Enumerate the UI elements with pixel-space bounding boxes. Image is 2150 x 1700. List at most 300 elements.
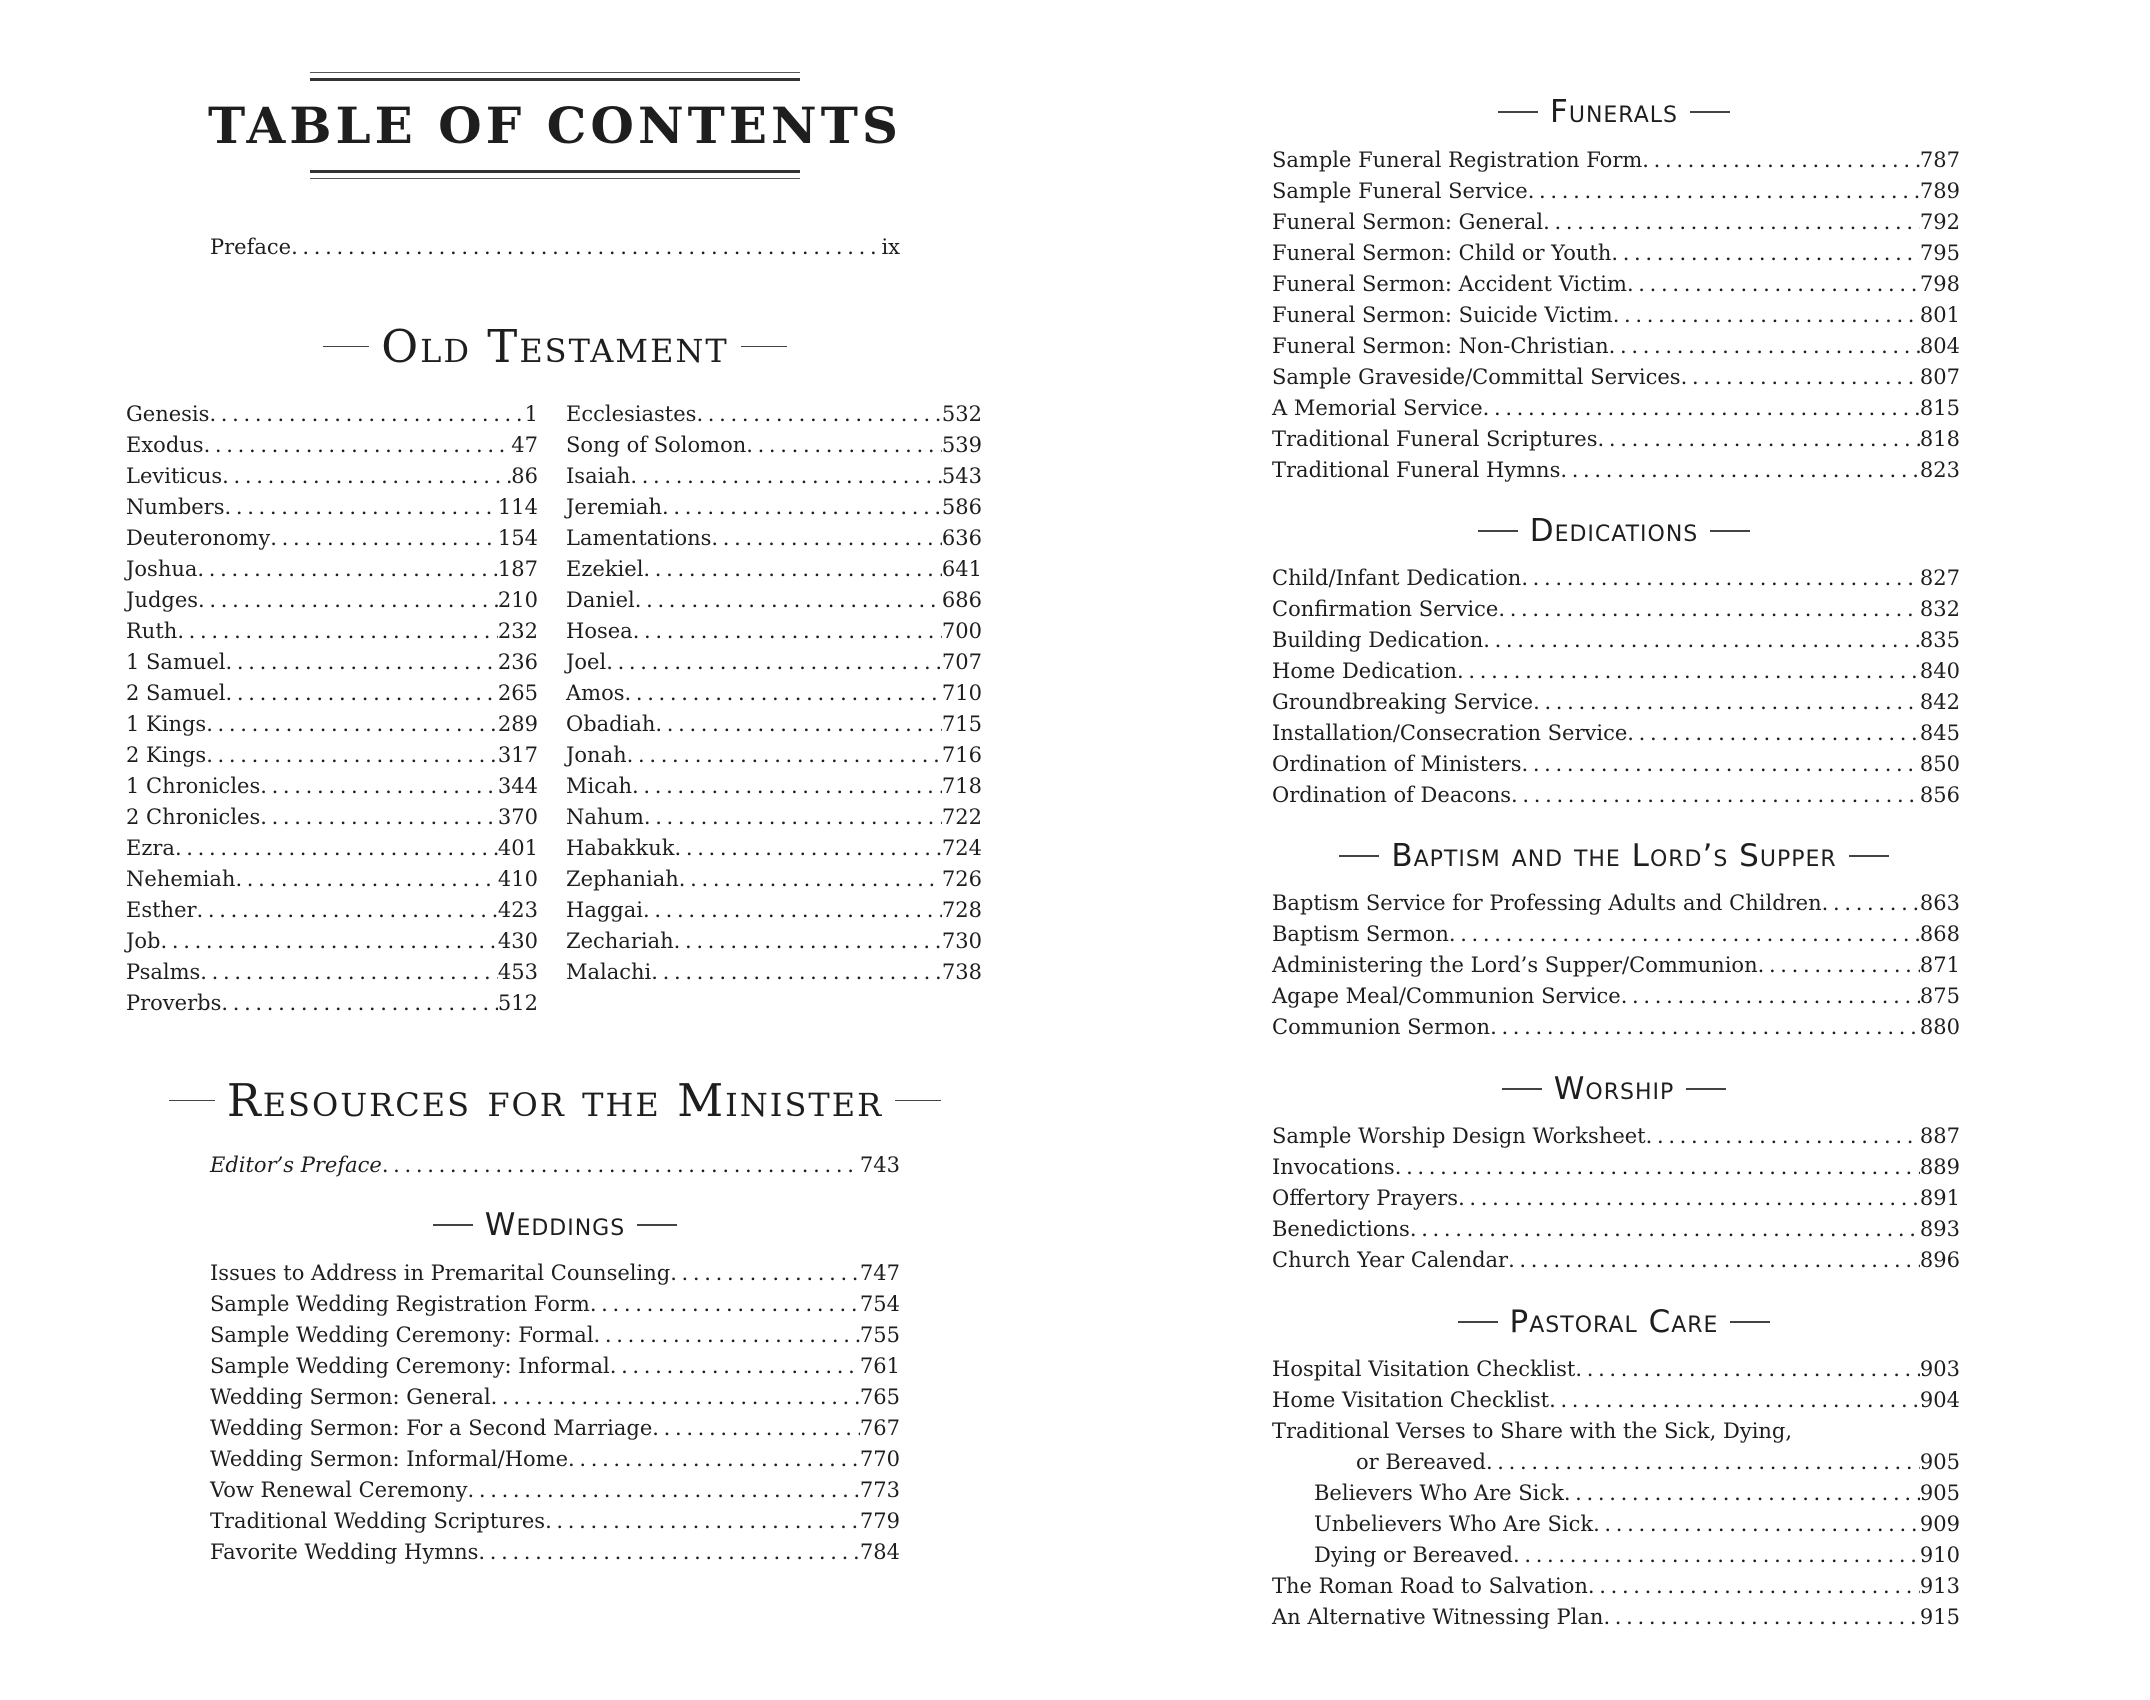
leader-dots — [1528, 176, 1920, 207]
toc-entry-title: 2 Chronicles — [126, 805, 261, 829]
toc-entry[interactable] — [566, 523, 982, 554]
toc-entry-page: 896 — [1919, 1248, 1960, 1272]
leader-dots — [1449, 919, 1920, 950]
old-testament-column-2 — [566, 399, 982, 988]
toc-entry-page: 754 — [859, 1292, 900, 1316]
toc-entry-page: 801 — [1919, 303, 1960, 327]
leader-dots — [1598, 424, 1920, 455]
toc-entry-title: Home Dedication — [1272, 659, 1458, 683]
toc-entry-title: Traditional Funeral Scriptures — [1272, 427, 1598, 451]
toc-entry[interactable] — [126, 523, 538, 554]
toc-entry[interactable] — [126, 647, 538, 678]
toc-entry-page: 913 — [1919, 1574, 1960, 1598]
toc-entry-page: 871 — [1919, 953, 1960, 977]
toc-entry[interactable] — [126, 895, 538, 926]
toc-entry[interactable] — [126, 492, 538, 523]
toc-entry-page: 716 — [941, 743, 982, 767]
editors-preface-list — [210, 1150, 900, 1181]
toc-entry-page: 789 — [1919, 179, 1960, 203]
toc-entry-page: 840 — [1919, 659, 1960, 683]
worship-list — [1272, 1121, 1960, 1276]
toc-entry-title: Agape Meal/Communion Service — [1272, 984, 1621, 1008]
toc-entry-title: Ezekiel — [566, 557, 644, 581]
toc-entry-page: 832 — [1919, 597, 1960, 621]
leader-dots — [630, 461, 942, 492]
toc-entry-title: Jeremiah — [566, 495, 662, 519]
toc-entry[interactable] — [126, 399, 538, 430]
toc-entry-page: 850 — [1919, 752, 1960, 776]
funerals-list — [1272, 145, 1960, 486]
leader-dots — [1822, 888, 1920, 919]
toc-entry[interactable] — [566, 833, 982, 864]
leader-dots — [670, 1258, 860, 1289]
toc-entry[interactable] — [126, 585, 538, 616]
toc-entry-title: Confirmation Service — [1272, 597, 1499, 621]
toc-entry-page: 512 — [497, 991, 538, 1015]
leader-dots — [627, 740, 942, 771]
leader-dots — [711, 523, 942, 554]
toc-entry-page: 835 — [1919, 628, 1960, 652]
toc-entry[interactable] — [1272, 563, 1960, 594]
toc-entry[interactable] — [1272, 1012, 1960, 1043]
toc-entry-title: Ruth — [126, 619, 178, 643]
leader-dots — [1483, 393, 1920, 424]
toc-entry[interactable] — [210, 1382, 900, 1413]
section-heading-funerals: Funerals — [1075, 94, 2150, 130]
toc-entry-page: 798 — [1919, 272, 1960, 296]
toc-entry-page: 905 — [1919, 1450, 1960, 1474]
leader-dots — [662, 492, 942, 523]
toc-entry[interactable] — [126, 802, 538, 833]
toc-entry[interactable] — [1272, 207, 1960, 238]
toc-entry-page: 710 — [941, 681, 982, 705]
toc-entry-title: Sample Wedding Ceremony: Formal — [210, 1323, 594, 1347]
toc-entry[interactable] — [1272, 981, 1960, 1012]
toc-entry-page: 815 — [1919, 396, 1960, 420]
toc-entry-title: Exodus — [126, 433, 204, 457]
toc-entry-page: 738 — [941, 960, 982, 984]
leader-dots — [644, 802, 942, 833]
toc-entry[interactable] — [210, 1289, 900, 1320]
toc-entry[interactable] — [1272, 1571, 1960, 1602]
toc-entry-title: Favorite Wedding Hymns — [210, 1540, 479, 1564]
toc-entry-title: Song of Solomon — [566, 433, 747, 457]
toc-entry[interactable] — [1272, 300, 1960, 331]
toc-entry-page: 317 — [497, 743, 538, 767]
toc-entry[interactable] — [1272, 656, 1960, 687]
leader-dots — [1486, 1447, 1920, 1478]
toc-entry-title: Funeral Sermon: Accident Victim — [1272, 272, 1627, 296]
toc-entry-title: Deuteronomy — [126, 526, 271, 550]
toc-entry[interactable] — [126, 554, 538, 585]
toc-entry[interactable] — [566, 802, 982, 833]
toc-entry[interactable] — [126, 740, 538, 771]
leader-dots — [1521, 563, 1920, 594]
leader-dots — [1575, 1354, 1920, 1385]
leader-dots — [1758, 950, 1920, 981]
leader-dots — [1646, 1121, 1920, 1152]
toc-entry-page: 747 — [859, 1261, 900, 1285]
toc-entry-title: Wedding Sermon: For a Second Marriage — [210, 1416, 653, 1440]
toc-entry[interactable] — [210, 1413, 900, 1444]
toc-entry-title: Sample Graveside/Committal Services — [1272, 365, 1681, 389]
toc-entry-page: 543 — [941, 464, 982, 488]
toc-entry[interactable] — [1272, 424, 1960, 455]
toc-entry[interactable] — [566, 864, 982, 895]
leader-dots — [1543, 207, 1920, 238]
toc-entry[interactable] — [566, 430, 982, 461]
toc-entry[interactable] — [1272, 1183, 1960, 1214]
toc-entry[interactable] — [1272, 919, 1960, 950]
leader-dots — [1498, 594, 1920, 625]
toc-entry-page: 904 — [1919, 1388, 1960, 1412]
toc-entry-page: 779 — [859, 1509, 900, 1533]
toc-entry-page: 773 — [859, 1478, 900, 1502]
leader-dots — [1521, 749, 1919, 780]
toc-entry[interactable] — [126, 461, 538, 492]
toc-entry[interactable] — [210, 1537, 900, 1568]
toc-entry[interactable] — [1272, 393, 1960, 424]
section-heading-pastoral-care: Pastoral Care — [1075, 1304, 2150, 1340]
toc-entry-title: Isaiah — [566, 464, 631, 488]
toc-entry[interactable] — [1272, 1540, 1960, 1571]
toc-entry[interactable] — [1272, 145, 1960, 176]
toc-entry-title: Ezra — [126, 836, 175, 860]
leader-dots — [468, 1475, 860, 1506]
leader-dots — [568, 1444, 860, 1475]
toc-entry-title: Obadiah — [566, 712, 656, 736]
toc-entry-title: The Roman Road to Salvation — [1272, 1574, 1588, 1598]
toc-entry[interactable] — [1272, 1447, 1960, 1478]
toc-entry-title: Haggai — [566, 898, 643, 922]
toc-entry-page: 863 — [1919, 891, 1960, 915]
toc-entry-title: Zechariah — [566, 929, 674, 953]
toc-entry[interactable] — [566, 492, 982, 523]
toc-entry-page: 718 — [941, 774, 982, 798]
toc-entry[interactable] — [126, 678, 538, 709]
toc-entry-page: 722 — [941, 805, 982, 829]
toc-entry-title: Psalms — [126, 960, 201, 984]
toc-entry-title: Ordination of Ministers — [1272, 752, 1522, 776]
leader-dots — [1603, 1602, 1919, 1633]
toc-entry[interactable] — [1272, 1385, 1960, 1416]
leader-dots — [225, 492, 498, 523]
toc-entry[interactable] — [1272, 1152, 1960, 1183]
toc-entry-page: 700 — [941, 619, 982, 643]
toc-entry-title: Issues to Address in Premarital Counseling — [210, 1261, 671, 1285]
leader-dots — [1508, 1245, 1920, 1276]
toc-entry[interactable] — [1272, 331, 1960, 362]
toc-entry-page: 823 — [1919, 458, 1960, 482]
toc-entry-page: 401 — [497, 836, 538, 860]
toc-entry-title: Funeral Sermon: General — [1272, 210, 1544, 234]
toc-entry[interactable] — [1272, 1354, 1960, 1385]
toc-entry-page: 792 — [1919, 210, 1960, 234]
toc-entry[interactable] — [566, 771, 982, 802]
leader-dots — [1621, 981, 1920, 1012]
title-rule-bottom — [310, 170, 800, 184]
leader-dots — [651, 957, 942, 988]
section-heading-weddings: Weddings — [0, 1207, 1110, 1243]
toc-entry-page: 86 — [511, 464, 538, 488]
toc-entry-title: Sample Funeral Registration Form — [1272, 148, 1643, 172]
toc-entry[interactable] — [566, 399, 982, 430]
toc-entry[interactable] — [1272, 888, 1960, 919]
leader-dots — [746, 430, 942, 461]
toc-entry-page: 370 — [497, 805, 538, 829]
leader-dots — [1410, 1214, 1920, 1245]
toc-entry-page: 761 — [859, 1354, 900, 1378]
toc-entry-page: 730 — [941, 929, 982, 953]
toc-entry[interactable] — [210, 1320, 900, 1351]
leader-dots — [594, 1320, 860, 1351]
toc-entry-page: 784 — [859, 1540, 900, 1564]
toc-entry[interactable] — [126, 926, 538, 957]
toc-entry[interactable] — [210, 1506, 900, 1537]
leader-dots — [204, 430, 512, 461]
leader-dots — [226, 647, 498, 678]
leader-dots — [198, 585, 498, 616]
leader-dots — [1681, 362, 1920, 393]
toc-entry-title: Leviticus — [126, 464, 223, 488]
toc-entry-page: 842 — [1919, 690, 1960, 714]
weddings-list — [210, 1258, 900, 1568]
toc-entry-page: 903 — [1919, 1357, 1960, 1381]
toc-entry[interactable] — [566, 461, 982, 492]
toc-entry-page: 880 — [1919, 1015, 1960, 1039]
toc-entry-title: Baptism Sermon — [1272, 922, 1449, 946]
leader-dots — [270, 523, 498, 554]
toc-entry[interactable] — [1272, 269, 1960, 300]
leader-dots — [206, 709, 498, 740]
toc-entry[interactable] — [1272, 1416, 1960, 1447]
toc-entry[interactable] — [566, 678, 982, 709]
leader-dots — [643, 554, 941, 585]
toc-entry-title: 1 Samuel — [126, 650, 226, 674]
toc-entry[interactable] — [126, 864, 538, 895]
leader-dots — [1395, 1152, 1920, 1183]
toc-entry[interactable] — [566, 554, 982, 585]
toc-entry-title: Funeral Sermon: Non-Christian — [1272, 334, 1609, 358]
toc-entry-page: 915 — [1919, 1605, 1960, 1629]
toc-entry-title: Dying or Bereaved — [1314, 1543, 1513, 1567]
toc-entry-title: Traditional Verses to Share with the Sick, Dying, — [1272, 1419, 1793, 1443]
toc-entry-title: Baptism Service for Professing Adults and Children — [1272, 891, 1822, 915]
toc-entry[interactable] — [1272, 176, 1960, 207]
toc-entry-page: 532 — [941, 402, 982, 426]
toc-entry-page: 875 — [1919, 984, 1960, 1008]
toc-entry[interactable] — [1272, 1478, 1960, 1509]
toc-entry[interactable] — [1272, 1121, 1960, 1152]
toc-entry-page: 265 — [497, 681, 538, 705]
toc-entry-title: A Memorial Service — [1272, 396, 1483, 420]
section-heading-resources: Resources for the Minister — [0, 1074, 1110, 1127]
toc-entry-page: 765 — [859, 1385, 900, 1409]
toc-entry[interactable] — [126, 957, 538, 988]
toc-entry-title: Zephaniah — [566, 867, 679, 891]
toc-entry-page: 344 — [497, 774, 538, 798]
toc-entry[interactable] — [1272, 625, 1960, 656]
toc-entry-title: 1 Kings — [126, 712, 207, 736]
toc-entry-page: 236 — [497, 650, 538, 674]
toc-entry-title: Proverbs — [126, 991, 222, 1015]
toc-entry-page: 410 — [497, 867, 538, 891]
baptism-list — [1272, 888, 1960, 1043]
leader-dots — [1627, 718, 1920, 749]
toc-entry-title: Joshua — [126, 557, 198, 581]
toc-entry[interactable] — [1272, 1509, 1960, 1540]
toc-entry[interactable] — [566, 585, 982, 616]
toc-entry[interactable] — [566, 926, 982, 957]
leader-dots — [200, 957, 498, 988]
toc-entry[interactable] — [566, 709, 982, 740]
toc-entry-page: 910 — [1919, 1543, 1960, 1567]
toc-entry-title: Joel — [566, 650, 607, 674]
toc-entry[interactable] — [1272, 238, 1960, 269]
right-page — [1075, 0, 2150, 1700]
toc-entry-title: Amos — [566, 681, 625, 705]
toc-entry[interactable] — [566, 647, 982, 678]
toc-entry[interactable] — [566, 616, 982, 647]
leader-dots — [161, 926, 498, 957]
toc-entry-page: 893 — [1919, 1217, 1960, 1241]
toc-entry-page: 423 — [497, 898, 538, 922]
toc-entry[interactable] — [1272, 594, 1960, 625]
toc-entry-page: 641 — [941, 557, 982, 581]
toc-entry[interactable] — [566, 895, 982, 926]
leader-dots — [632, 771, 942, 802]
toc-entry-page: 715 — [941, 712, 982, 736]
leader-dots — [652, 1413, 860, 1444]
leader-dots — [1588, 1571, 1920, 1602]
section-heading-baptism: Baptism and the Lord’s Supper — [1075, 838, 2150, 874]
toc-entry-title: or Bereaved — [1356, 1450, 1486, 1474]
toc-entry-page: 856 — [1919, 783, 1960, 807]
toc-entry-page: 795 — [1919, 241, 1960, 265]
toc-entry[interactable] — [126, 771, 538, 802]
section-heading-worship: Worship — [1075, 1071, 2150, 1107]
leader-dots — [633, 616, 942, 647]
toc-entry-title: Invocations — [1272, 1155, 1395, 1179]
leader-dots — [491, 1382, 860, 1413]
toc-entry-page: 154 — [497, 526, 538, 550]
toc-entry-title: Church Year Calendar — [1272, 1248, 1509, 1272]
leader-dots — [478, 1537, 860, 1568]
toc-entry-editors-preface[interactable]: Editor’s Preface . . . 743 — [210, 1150, 900, 1181]
toc-entry[interactable] — [1272, 780, 1960, 811]
toc-entry-title: Sample Funeral Service — [1272, 179, 1528, 203]
toc-entry-title: Communion Sermon — [1272, 1015, 1491, 1039]
leader-dots — [1642, 145, 1920, 176]
toc-entry-page: 187 — [497, 557, 538, 581]
toc-entry-page: 909 — [1919, 1512, 1960, 1536]
leader-dots — [1549, 1385, 1920, 1416]
toc-entry[interactable] — [566, 957, 982, 988]
leader-dots — [260, 802, 498, 833]
toc-entry-page: 845 — [1919, 721, 1960, 745]
toc-entry-title: Lamentations — [566, 526, 712, 550]
toc-entry-title: Habakkuk — [566, 836, 675, 860]
toc-entry-page: 887 — [1919, 1124, 1960, 1148]
leader-dots — [545, 1506, 860, 1537]
leader-dots — [679, 864, 942, 895]
toc-entry[interactable] — [566, 740, 982, 771]
leader-dots — [209, 399, 524, 430]
leader-dots — [655, 709, 942, 740]
toc-entry-page: 47 — [511, 433, 538, 457]
toc-entry[interactable] — [1272, 1245, 1960, 1276]
leader-dots — [175, 833, 498, 864]
toc-entry[interactable] — [126, 709, 538, 740]
toc-entry-page: 210 — [497, 588, 538, 612]
toc-entry-title: Building Dedication — [1272, 628, 1484, 652]
toc-entry-page: 804 — [1919, 334, 1960, 358]
toc-entry[interactable] — [126, 430, 538, 461]
toc-entry[interactable] — [126, 833, 538, 864]
toc-entry[interactable] — [1272, 687, 1960, 718]
leader-dots — [696, 399, 941, 430]
leader-dots — [197, 554, 497, 585]
toc-entry-page: 770 — [859, 1447, 900, 1471]
toc-entry-title: Judges — [126, 588, 199, 612]
leader-dots — [1511, 780, 1920, 811]
toc-entry[interactable] — [1272, 749, 1960, 780]
toc-entry-title: Genesis — [126, 402, 210, 426]
toc-entry[interactable] — [1272, 455, 1960, 486]
toc-entry[interactable] — [210, 1351, 900, 1382]
toc-entry-preface[interactable]: Preface . . . ix — [210, 232, 900, 263]
toc-entry-page: 889 — [1919, 1155, 1960, 1179]
toc-entry[interactable] — [1272, 1214, 1960, 1245]
toc-entry[interactable] — [210, 1475, 900, 1506]
toc-entry-title: Traditional Wedding Scriptures — [210, 1509, 546, 1533]
toc-entry[interactable] — [210, 1444, 900, 1475]
toc-entry-title: Traditional Funeral Hymns — [1272, 458, 1561, 482]
toc-entry-title: 1 Chronicles — [126, 774, 261, 798]
leader-dots — [221, 988, 498, 1019]
section-heading-dedications: Dedications — [1075, 513, 2150, 549]
toc-entry-title: Malachi — [566, 960, 652, 984]
toc-entry[interactable] — [210, 1258, 900, 1289]
toc-entry[interactable] — [1272, 362, 1960, 393]
section-heading-old-testament: Old Testament — [0, 320, 1110, 373]
toc-entry[interactable] — [126, 616, 538, 647]
leader-dots — [625, 678, 942, 709]
toc-entry-title: Esther — [126, 898, 197, 922]
leader-dots — [1513, 1540, 1920, 1571]
leader-dots — [260, 771, 498, 802]
page-title: TABLE OF CONTENTS — [207, 96, 903, 155]
toc-entry[interactable] — [1272, 950, 1960, 981]
old-testament-column-1 — [126, 399, 538, 1019]
toc-entry-title: Wedding Sermon: Informal/Home — [210, 1447, 569, 1471]
toc-entry-title: Nehemiah — [126, 867, 236, 891]
leader-dots — [1564, 1478, 1920, 1509]
leader-dots — [635, 585, 942, 616]
toc-entry[interactable] — [1272, 1602, 1960, 1633]
toc-entry-title: Sample Wedding Ceremony: Informal — [210, 1354, 610, 1378]
toc-entry[interactable] — [126, 988, 538, 1019]
leader-dots — [1483, 625, 1920, 656]
toc-entry-title: Vow Renewal Ceremony — [210, 1478, 468, 1502]
leader-dots — [606, 647, 942, 678]
leader-dots — [590, 1289, 860, 1320]
toc-entry-title: Funeral Sermon: Child or Youth — [1272, 241, 1612, 265]
toc-entry-title: Sample Worship Design Worksheet — [1272, 1124, 1646, 1148]
toc-entry-title: 2 Kings — [126, 743, 207, 767]
leader-dots — [1609, 331, 1920, 362]
toc-entry[interactable] — [1272, 718, 1960, 749]
